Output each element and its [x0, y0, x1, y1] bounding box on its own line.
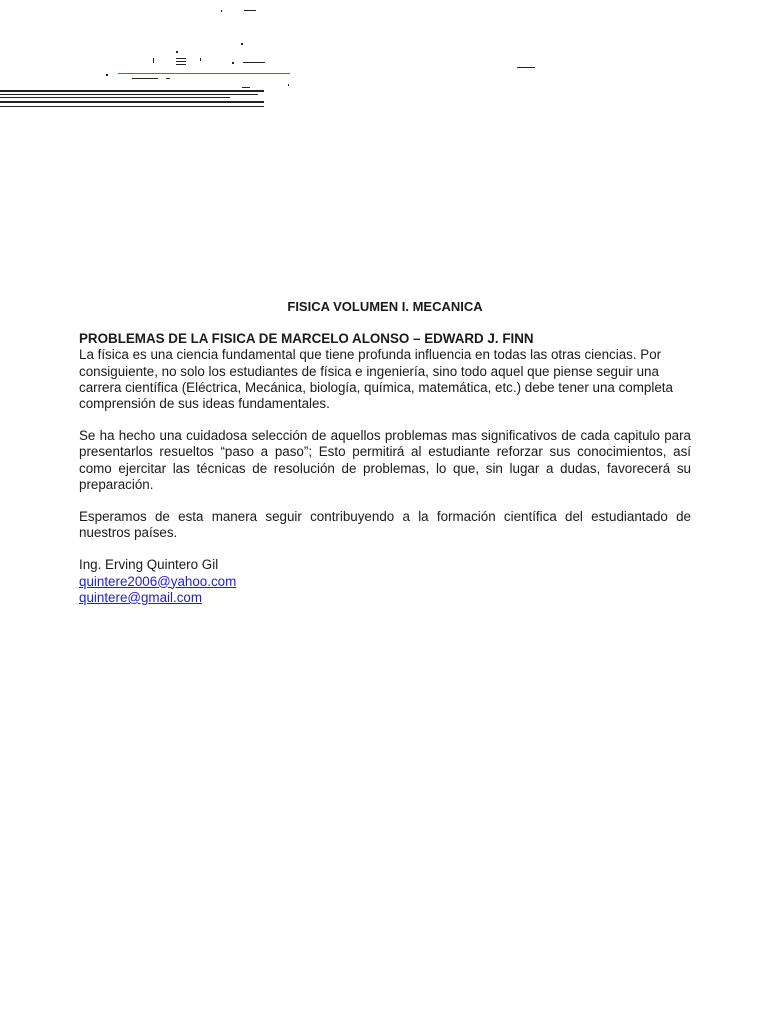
paragraph-intro: La física es una ciencia fundamental que tiene profunda influencia en todas las otras ciencias. Por consiguiente, no solo los estudiantes de física e ingeniería, sino todo aquel que piense seguir una carrera científica (Eléctrica, Mecánica, biología, química, matemática, etc.) debe tener una completa comprensión de sus ideas fundamentales.	[79, 347, 673, 412]
email-link-yahoo[interactable]: quintere2006@yahoo.com	[79, 573, 237, 589]
artifact-dot	[153, 58, 154, 63]
artifact-line	[0, 97, 230, 98]
artifact-line	[176, 58, 186, 59]
paragraph-closing: Esperamos de esta manera seguir contribuyendo a la formación científica del estudiantado de nuestros países.	[79, 509, 691, 541]
artifact-line	[517, 67, 535, 68]
document-title: FISICA VOLUMEN I. MECANICA	[287, 299, 483, 314]
artifact-dot	[176, 51, 178, 53]
artifact-line	[0, 106, 264, 107]
artifact-thick-line	[0, 101, 264, 103]
artifact-line	[132, 78, 158, 79]
author-signature: Ing. Erving Quintero Gil	[79, 557, 219, 573]
artifact-line	[176, 61, 186, 62]
artifact-dot	[106, 74, 108, 76]
artifact-thick-line	[0, 90, 264, 92]
artifact-line	[0, 94, 258, 95]
section-heading: PROBLEMAS DE LA FISICA DE MARCELO ALONSO – EDWARD J. FINN	[79, 331, 534, 347]
document-body	[79, 299, 691, 606]
artifact-dot	[232, 62, 234, 64]
artifact-red-line	[118, 73, 290, 74]
scan-artifacts	[0, 0, 768, 120]
artifact-line	[244, 10, 256, 11]
artifact-dot	[166, 78, 170, 79]
artifact-dot	[200, 58, 201, 61]
artifact-line	[242, 87, 250, 88]
artifact-dot	[241, 43, 243, 45]
artifact-dot	[288, 84, 289, 86]
artifact-dot	[221, 10, 222, 12]
artifact-line	[176, 64, 186, 65]
artifact-line	[243, 62, 265, 63]
email-link-gmail[interactable]: quintere@gmail.com	[79, 589, 203, 605]
paragraph-selection: Se ha hecho una cuidadosa selección de aquellos problemas mas significativos de cada capitulo para presentarlos resueltos “paso a paso”; Esto permitirá al estudiante reforzar sus conocimientos, así como ejercitar las técnicas de resolución de problemas, lo que, sin lugar a dudas, favorecerá su preparación.	[79, 428, 691, 492]
